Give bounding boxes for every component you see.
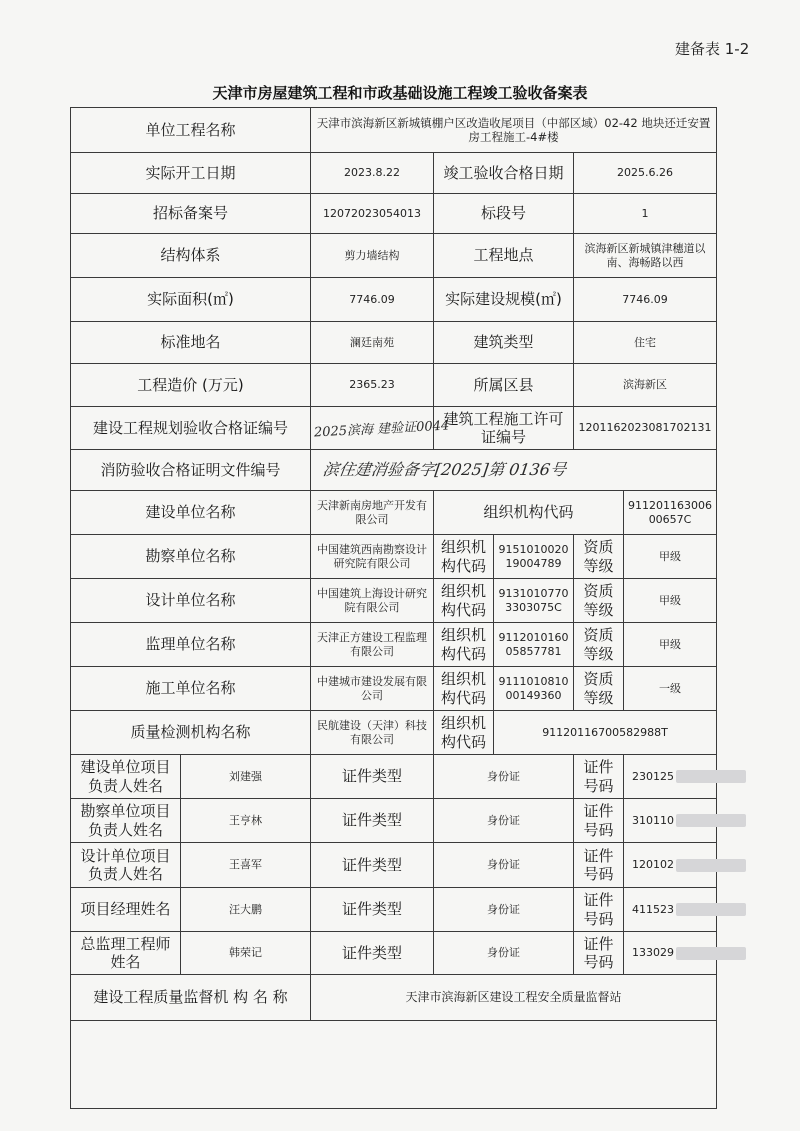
- actual-scale-value: 7746.09: [574, 278, 717, 322]
- person-survey-id-number: [624, 799, 717, 843]
- redaction-block: [676, 814, 746, 827]
- unit-project-name-value: 天津市滨海新区新城镇棚户区改造收尾项目（中部区域）02-42 地块还迁安置房工程施工-4#楼: [311, 108, 717, 153]
- district-value: 滨海新区: [574, 364, 717, 407]
- location-value: 滨海新区新城镇津穗道以南、海畅路以西: [574, 234, 717, 278]
- row-blank-remarks: [71, 1021, 717, 1109]
- construction-permit-label: 建筑工程施工许可证编号: [434, 407, 574, 450]
- supervision-unit-label: 监理单位名称: [71, 623, 311, 667]
- builder-unit-label: 建设单位名称: [71, 491, 311, 535]
- design-qualification-label: 资质等级: [574, 579, 624, 623]
- form-code: 建备表 1-2: [675, 40, 750, 58]
- survey-qualification-value: 甲级: [624, 535, 717, 579]
- inspection-org-code-value: 91120116700582988T: [494, 711, 717, 755]
- person-design-id-number: [624, 843, 717, 888]
- person-design-name: 王喜军: [181, 843, 311, 888]
- row-construction-unit: [71, 667, 717, 711]
- redaction-block: [676, 770, 746, 783]
- person-survey-label: 勘察单位项目负责人姓名: [71, 799, 181, 843]
- row-survey-unit: [71, 535, 717, 579]
- row-builder-unit: [71, 491, 717, 535]
- survey-unit-label: 勘察单位名称: [71, 535, 311, 579]
- bid-record-label: 招标备案号: [71, 194, 311, 234]
- filing-form-table: [70, 107, 717, 1109]
- construction-permit-value: 1201162023081702131: [574, 407, 717, 450]
- row-certificates: [71, 407, 717, 450]
- section-no-value: 1: [574, 194, 717, 234]
- row-person-design: [71, 843, 717, 888]
- blank-remarks-cell: [71, 1021, 717, 1109]
- supervision-org-code-label: 组织机构代码: [434, 623, 494, 667]
- fire-cert-value: [311, 450, 717, 491]
- actual-scale-label: 实际建设规模(㎡): [434, 278, 574, 322]
- fire-cert-label: 消防验收合格证明文件编号: [71, 450, 311, 491]
- row-name-type: [71, 322, 717, 364]
- supervision-org-code-value: 911201016005857781: [494, 623, 574, 667]
- building-type-label: 建筑类型: [434, 322, 574, 364]
- construction-org-code-label: 组织机构代码: [434, 667, 494, 711]
- construction-org-code-value: 911101081000149360: [494, 667, 574, 711]
- person-builder-id-type-label: 证件类型: [311, 755, 434, 799]
- row-area-scale: [71, 278, 717, 322]
- person-chief-supervisor-id-number-label: 证件号码: [574, 932, 624, 975]
- person-builder-id-number-label: 证件号码: [574, 755, 624, 799]
- building-type-value: 住宅: [574, 322, 717, 364]
- construction-unit-value: 中建城市建设发展有限公司: [311, 667, 434, 711]
- design-qualification-value: 甲级: [624, 579, 717, 623]
- design-org-code-value: 91310107703303075C: [494, 579, 574, 623]
- standard-name-value: 澜廷南苑: [311, 322, 434, 364]
- cost-value: 2365.23: [311, 364, 434, 407]
- person-chief-supervisor-id-type: 身份证: [434, 932, 574, 975]
- builder-unit-value: 天津新南房地产开发有限公司: [311, 491, 434, 535]
- builder-org-code-label: 组织机构代码: [434, 491, 624, 535]
- fire-cert-handwriting: 滨住建消验备字[2025]第 0136号: [321, 460, 568, 480]
- start-date-value: 2023.8.22: [311, 153, 434, 194]
- acceptance-date-label: 竣工验收合格日期: [434, 153, 574, 194]
- supervision-qualification-value: 甲级: [624, 623, 717, 667]
- redaction-block: [676, 859, 746, 872]
- row-person-pm: [71, 888, 717, 932]
- person-design-id-type-label: 证件类型: [311, 843, 434, 888]
- construction-qualification-label: 资质等级: [574, 667, 624, 711]
- person-pm-label: 项目经理姓名: [71, 888, 181, 932]
- redaction-block: [676, 947, 746, 960]
- district-label: 所属区县: [434, 364, 574, 407]
- section-no-label: 标段号: [434, 194, 574, 234]
- row-person-survey: [71, 799, 717, 843]
- bid-record-value: 12072023054013: [311, 194, 434, 234]
- redaction-block: [676, 903, 746, 916]
- person-design-id-number-label: 证件号码: [574, 843, 624, 888]
- person-chief-supervisor-id-type-label: 证件类型: [311, 932, 434, 975]
- row-person-chief-supervisor: [71, 932, 717, 975]
- actual-area-label: 实际面积(㎡): [71, 278, 311, 322]
- person-pm-id-number-label: 证件号码: [574, 888, 624, 932]
- row-cost-district: [71, 364, 717, 407]
- person-design-id-type: 身份证: [434, 843, 574, 888]
- row-unit-project-name: [71, 108, 717, 153]
- person-builder-name: 刘建强: [181, 755, 311, 799]
- standard-name-label: 标准地名: [71, 322, 311, 364]
- person-chief-supervisor-id-number: [624, 932, 717, 975]
- planning-cert-handwriting: 2025滨海 建验证0044: [313, 418, 450, 441]
- row-person-builder: [71, 755, 717, 799]
- person-survey-name: 王亨林: [181, 799, 311, 843]
- survey-org-code-value: 915101002019004789: [494, 535, 574, 579]
- row-supervision-station: [71, 975, 717, 1021]
- design-org-code-label: 组织机构代码: [434, 579, 494, 623]
- id-prefix: 120102: [632, 858, 675, 872]
- person-builder-label: 建设单位项目负责人姓名: [71, 755, 181, 799]
- supervision-unit-value: 天津正方建设工程监理有限公司: [311, 623, 434, 667]
- construction-unit-label: 施工单位名称: [71, 667, 311, 711]
- cost-label: 工程造价 (万元): [71, 364, 311, 407]
- supervision-station-value: 天津市滨海新区建设工程安全质量监督站: [311, 975, 717, 1021]
- row-structure-location: [71, 234, 717, 278]
- person-chief-supervisor-label: 总监理工程师姓名: [71, 932, 181, 975]
- person-pm-name: 汪大鹏: [181, 888, 311, 932]
- row-inspection-unit: [71, 711, 717, 755]
- row-design-unit: [71, 579, 717, 623]
- design-unit-value: 中国建筑上海设计研究院有限公司: [311, 579, 434, 623]
- planning-cert-value: [311, 407, 450, 450]
- person-design-label: 设计单位项目负责人姓名: [71, 843, 181, 888]
- supervision-station-label: 建设工程质量监督机 构 名 称: [71, 975, 311, 1021]
- builder-org-code-value: 91120116300600657C: [624, 491, 717, 535]
- person-builder-id-type: 身份证: [434, 755, 574, 799]
- row-bid-section: [71, 194, 717, 234]
- actual-area-value: 7746.09: [311, 278, 434, 322]
- row-supervision-unit: [71, 623, 717, 667]
- document-title: 天津市房屋建筑工程和市政基础设施工程竣工验收备案表: [212, 84, 588, 102]
- person-survey-id-type-label: 证件类型: [311, 799, 434, 843]
- id-prefix: 411523: [632, 902, 675, 916]
- structure-label: 结构体系: [71, 234, 311, 278]
- id-prefix: 133029: [632, 946, 675, 960]
- person-survey-id-number-label: 证件号码: [574, 799, 624, 843]
- id-prefix: 230125: [632, 769, 675, 783]
- person-pm-id-number: [624, 888, 717, 932]
- id-prefix: 310110: [632, 813, 675, 827]
- survey-org-code-label: 组织机构代码: [434, 535, 494, 579]
- supervision-qualification-label: 资质等级: [574, 623, 624, 667]
- design-unit-label: 设计单位名称: [71, 579, 311, 623]
- person-pm-id-type: 身份证: [434, 888, 574, 932]
- inspection-org-code-label: 组织机构代码: [434, 711, 494, 755]
- person-pm-id-type-label: 证件类型: [311, 888, 434, 932]
- acceptance-date-value: 2025.6.26: [574, 153, 717, 194]
- inspection-unit-value: 民航建设（天津）科技有限公司: [311, 711, 434, 755]
- row-fire-cert: [71, 450, 717, 491]
- survey-unit-value: 中国建筑西南勘察设计研究院有限公司: [311, 535, 434, 579]
- structure-value: 剪力墙结构: [311, 234, 434, 278]
- location-label: 工程地点: [434, 234, 574, 278]
- person-survey-id-type: 身份证: [434, 799, 574, 843]
- construction-qualification-value: 一级: [624, 667, 717, 711]
- person-builder-id-number: [624, 755, 717, 799]
- row-dates: [71, 153, 717, 194]
- person-chief-supervisor-name: 韩荣记: [181, 932, 311, 975]
- planning-cert-label: 建设工程规划验收合格证编号: [71, 407, 311, 450]
- start-date-label: 实际开工日期: [71, 153, 311, 194]
- inspection-unit-label: 质量检测机构名称: [71, 711, 311, 755]
- unit-project-name-label: 单位工程名称: [71, 108, 311, 153]
- survey-qualification-label: 资质等级: [574, 535, 624, 579]
